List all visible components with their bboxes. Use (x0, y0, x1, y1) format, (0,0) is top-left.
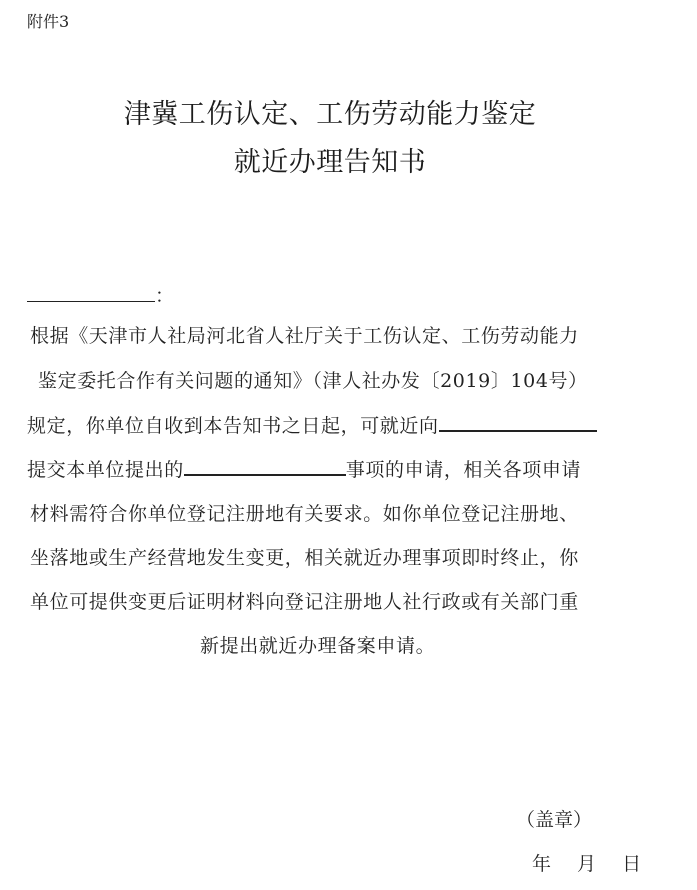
body-line-4-text-b: 事项的申请，相关各项申请 (345, 459, 582, 481)
recipient-blank (27, 283, 155, 302)
body-line-1: 根据《天津市人社局河北省人社厅关于工伤认定、工伤劳动能力 (30, 325, 579, 347)
body-line-5: 材料需符合你单位登记注册地有关要求。如你单位登记注册地、 (30, 503, 579, 525)
body-line-4 (27, 456, 581, 484)
date-label: 年 月 日 (532, 853, 652, 875)
attachment-label: 附件3 (27, 12, 70, 31)
body-line-8: 新提出就近办理备案申请。 (200, 635, 436, 657)
location-blank (439, 412, 597, 432)
document-title-line-1: 津冀工伤认定、工伤劳动能力鉴定 (123, 99, 537, 130)
body-line-7: 单位可提供变更后证明材料向登记注册地人社行政或有关部门重 (30, 591, 579, 613)
body-line-3-text: 规定，你单位自收到本告知书之日起，可就近向 (27, 415, 439, 437)
matter-blank (184, 456, 346, 476)
recipient-line (27, 282, 175, 310)
body-line-2: 鉴定委托合作有关问题的通知》（津人社办发〔2019〕104号） (38, 370, 588, 392)
document-title-line-2: 就近办理告知书 (233, 147, 427, 178)
seal-label: （盖章） (516, 809, 593, 831)
body-line-4-text-a: 提交本单位提出的 (27, 459, 184, 481)
recipient-colon: ： (155, 285, 175, 307)
body-line-3 (27, 412, 597, 440)
body-line-6: 坐落地或生产经营地发生变更，相关就近办理事项即时终止，你 (30, 547, 579, 569)
